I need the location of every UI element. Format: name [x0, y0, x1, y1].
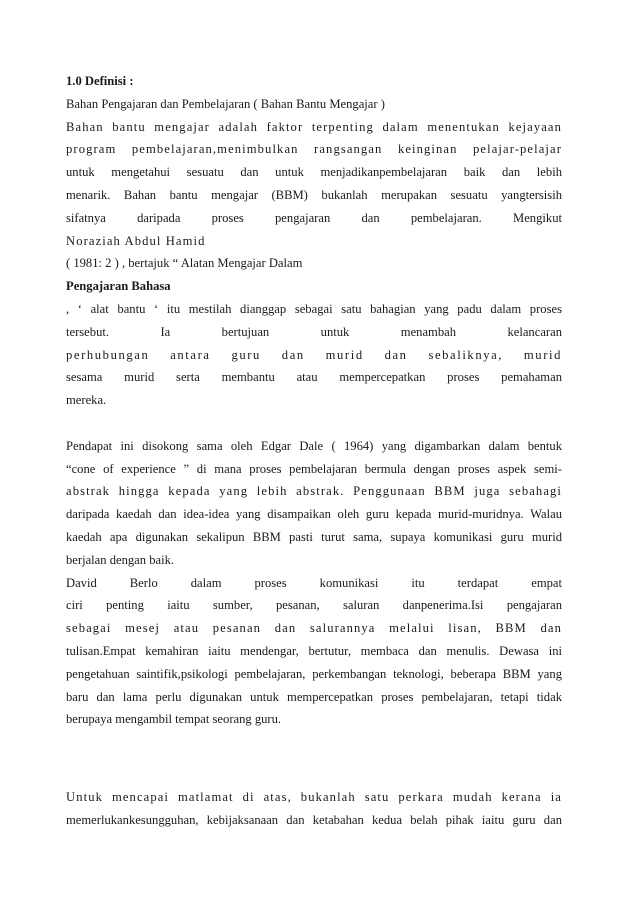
- paragraph-line: pengetahuan saintifik,psikologi pembelajaran, perkembangan teknologi, beberapa BBM yang: [66, 666, 562, 681]
- paragraph-line: sesama murid serta membantu atau mempercepatkan proses pemahaman: [66, 370, 562, 385]
- paragraph-line: perhubungan antara guru dan murid dan sebaliknya, murid: [66, 347, 562, 362]
- paragraph-line: David Berlo dalam proses komunikasi itu terdapat empat: [66, 575, 562, 590]
- document-body: [66, 70, 562, 832]
- paragraph-spacer: [66, 731, 562, 786]
- paragraph-line: sebagai mesej atau pesanan dan salurannya melalui lisan, BBM dan: [66, 621, 562, 636]
- paragraph-line: ( 1981: 2 ) , bertajuk “ Alatan Mengajar Dalam: [66, 256, 303, 271]
- paragraph-line: menarik. Bahan bantu mengajar (BBM) bukanlah merupakan sesuatu yangtersisih: [66, 187, 562, 202]
- paragraph-line: Noraziah Abdul Hamid: [66, 233, 206, 248]
- paragraph-spacer: [66, 412, 562, 435]
- paragraph-line: Bahan bantu mengajar adalah faktor terpenting dalam menentukan kejayaan: [66, 119, 562, 134]
- bold-title: Pengajaran Bahasa: [66, 279, 171, 294]
- paragraph-line: berjalan dengan baik.: [66, 552, 175, 567]
- paragraph-line: berupaya mengambil tempat seorang guru.: [66, 712, 282, 727]
- paragraph-line: Pendapat ini disokong sama oleh Edgar Dale ( 1964) yang digambarkan dalam bentuk: [66, 438, 562, 453]
- paragraph-line: memerlukankesungguhan, kebijaksanaan dan ketabahan kedua belah pihak iaitu guru dan: [66, 812, 562, 827]
- paragraph-line: abstrak hingga kepada yang lebih abstrak. Penggunaan BBM juga sebahagi: [66, 484, 562, 499]
- paragraph-line: sifatnya daripada proses pengajaran dan pembelajaran. Mengikut: [66, 210, 562, 225]
- paragraph-line: “cone of experience ” di mana proses pembelajaran bermula dengan proses aspek semi-: [66, 461, 562, 476]
- paragraph-line: Untuk mencapai matlamat di atas, bukanlah satu perkara mudah kerana ia: [66, 790, 562, 805]
- paragraph-line: program pembelajaran,menimbulkan rangsangan keinginan pelajar-pelajar: [66, 142, 562, 157]
- paragraph-line: kaedah apa digunakan sekalipun BBM pasti turut sama, supaya komunikasi guru murid: [66, 529, 562, 544]
- paragraph-line: ciri penting iaitu sumber, pesanan, saluran danpenerima.Isi pengajaran: [66, 598, 562, 613]
- paragraph-line: tersebut. Ia bertujuan untuk menambah kelancaran: [66, 324, 562, 339]
- section-heading: 1.0 Definisi :: [66, 74, 134, 88]
- paragraph-line: baru dan lama perlu digunakan untuk mempercepatkan proses pembelajaran, tetapi tidak: [66, 689, 562, 704]
- paragraph-line: untuk mengetahui sesuatu dan untuk menjadikanpembelajaran baik dan lebih: [66, 165, 562, 180]
- paragraph-line: mereka.: [66, 393, 107, 408]
- section-subheading: Bahan Pengajaran dan Pembelajaran ( Bahan Bantu Mengajar ): [66, 96, 385, 111]
- paragraph-line: tulisan.Empat kemahiran iaitu mendengar, bertutur, membaca dan menulis. Dewasa ini: [66, 643, 562, 658]
- paragraph-line: , ‘ alat bantu ‘ itu mestilah dianggap sebagai satu bahagian yang padu dalam proses: [66, 301, 562, 316]
- paragraph-line: daripada kaedah dan idea-idea yang disampaikan oleh guru kepada murid-muridnya. Walau: [66, 507, 562, 522]
